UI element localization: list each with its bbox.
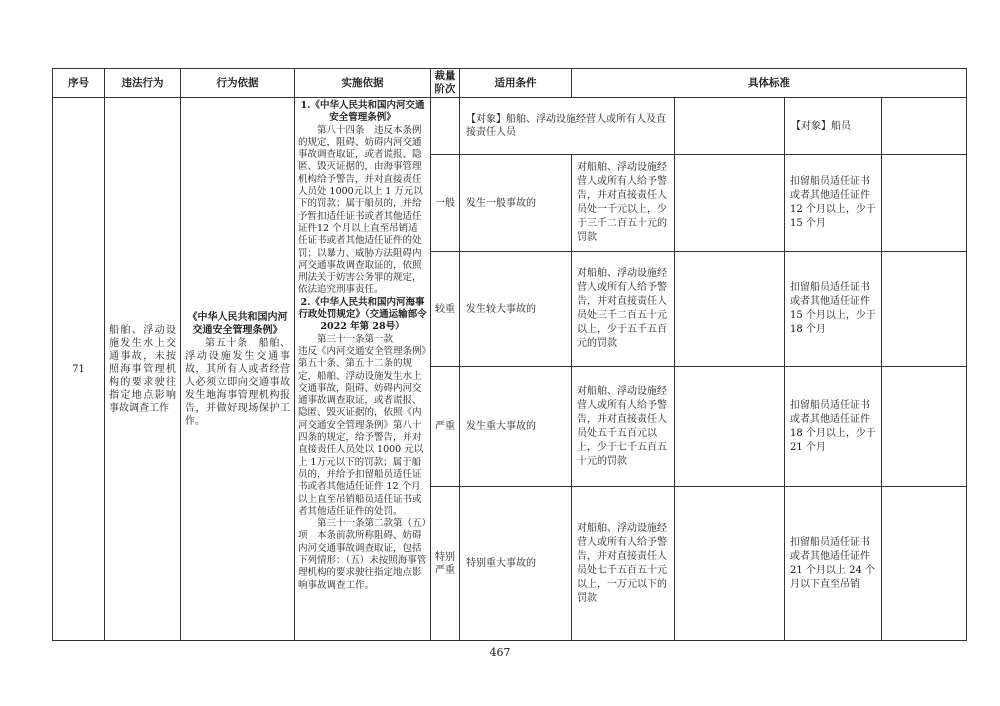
level-condition: 发生重大事故的 xyxy=(460,367,572,487)
level-empty-b xyxy=(882,155,967,252)
header-row xyxy=(53,69,967,98)
seq-cell: 71 xyxy=(53,98,105,641)
level-standard-a: 对船舶、浮动设施经营人或所有人给予警告，并对直接责任人员处五千五百元以上，少于七千五百五十元的罚款 xyxy=(572,367,675,487)
level-empty-b xyxy=(882,252,967,367)
impl-basis-title-1: 1.《中华人民共和国内河交通安全管理条例》 xyxy=(300,100,425,124)
level-standard-a: 对船舶、浮动设施经营人或所有人给予警告，并对直接责任人员处三千二百五十元以上，少于五千五百元的罚款 xyxy=(572,252,675,367)
impl-basis-title-2: 2.《中华人民共和国内河海事行政处罚规定》（交通运输部令 2022 年第 28号） xyxy=(298,296,427,333)
impl-basis-p3: 第三十一条第二款第（五）项 本条前款所称阻碍、妨碍内河交通事故调查取证，包括下列情形：（五）未按照海事管理机构的要求驶往指定地点影响事故调查工作。 xyxy=(298,518,427,591)
header-behavior: 违法行为 xyxy=(105,69,181,98)
behavior-cell: 船舶、浮动设施发生水上交通事故，未按照海事管理机构的要求驶往指定地点影响事故调查工作 xyxy=(105,98,181,641)
level-label: 较重 xyxy=(431,252,460,367)
object-level-empty xyxy=(431,98,460,155)
enforcement-table xyxy=(52,68,967,641)
header-condition: 适用条件 xyxy=(460,69,572,98)
header-impl-basis: 实施依据 xyxy=(295,69,431,98)
page-number: 467 xyxy=(489,646,511,659)
level-condition: 发生较大事故的 xyxy=(460,252,572,367)
action-basis-cell xyxy=(181,98,295,641)
level-empty-b xyxy=(882,487,967,641)
impl-basis-cell xyxy=(295,98,431,641)
object-row xyxy=(53,98,967,155)
level-label: 一般 xyxy=(431,155,460,252)
level-standard-a: 对船舶、浮动设施经营人或所有人给予警告，并对直接责任人员处一千元以上，少于三千二百五十元的罚款 xyxy=(572,155,675,252)
level-standard-b: 扣留船员适任证书或者其他适任证件15 个月以上，少于18 个月 xyxy=(785,252,882,367)
level-condition: 发生一般事故的 xyxy=(460,155,572,252)
action-basis-text: 第五十条 船舶、浮动设施发生交通事故，其所有人或者经营人必须立即向交通事故发生地海事管理机构报告，并做好现场保护工作。 xyxy=(185,337,290,427)
level-label: 严重 xyxy=(431,367,460,487)
action-basis-title: 《中华人民共和国内河交通安全管理条例》 xyxy=(187,311,288,336)
level-empty-b xyxy=(882,367,967,487)
level-standard-b: 扣留船员适任证书或者其他适任证件21 个月以上 24 个月以下直至吊销 xyxy=(785,487,882,641)
header-standard: 具体标准 xyxy=(572,69,967,98)
level-standard-a: 对船舶、浮动设施经营人或所有人给予警告，并对直接责任人员处七千五百五十元以上，一万元以下的罚款 xyxy=(572,487,675,641)
level-condition: 特别重大事故的 xyxy=(460,487,572,641)
header-discretion-level: 裁量阶次 xyxy=(431,69,460,98)
impl-basis-p2-head: 第三十一条第一款 xyxy=(317,333,394,345)
object-a: 【对象】船舶、浮动设施经营人或所有人及直接责任人员 xyxy=(460,98,675,155)
level-empty-a xyxy=(675,252,785,367)
header-seq: 序号 xyxy=(53,69,105,98)
level-standard-b: 扣留船员适任证书或者其他适任证件12 个月以上，少于15 个月 xyxy=(785,155,882,252)
level-standard-b: 扣留船员适任证书或者其他适任证件18 个月以上，少于21 个月 xyxy=(785,367,882,487)
object-empty-b xyxy=(882,98,967,155)
object-b: 【对象】船员 xyxy=(785,98,882,155)
object-empty-a xyxy=(675,98,785,155)
header-action-basis: 行为依据 xyxy=(181,69,295,98)
impl-basis-p2: 违反《内河交通安全管理条例》第五十条、第五十二条的规定，船舶、浮动设施发生水上交通事故，阻碍、妨碍内河交通事故调查取证，或者谎报、隐匿、毁灭证据的，依照《内河交通安全管理条例》第八十四条的规定，给予警告，并对直接责任人员处以 1000 元以上 1万元以下的罚款；属于船员的，并给予扣留船员适任证书或者其他适任证件 12 个月以上直至吊销船员适任证书或者其他适任证件的处罚。 xyxy=(298,345,427,517)
level-label: 特别严重 xyxy=(431,487,460,641)
level-empty-a xyxy=(675,155,785,252)
level-empty-a xyxy=(675,367,785,487)
level-empty-a xyxy=(675,487,785,641)
impl-basis-p1: 第八十四条 违反本条例的规定，阻碍、妨碍内河交通事故调查取证，或者谎报、隐匿、毁灭证据的，由海事管理机构给予警告，并对直接责任人员处 1000元以上 1 万元以下的罚款；属于船员的，并给予暂扣适任证书或者其他适任证件12 个月以上直至吊销适任证书或者其他适任证件的处罚；以暴力、威胁方法阻碍内河交通事故调查取证的，依照刑法关于妨害公务罪的规定，依法追究刑事责任。 xyxy=(298,124,423,296)
